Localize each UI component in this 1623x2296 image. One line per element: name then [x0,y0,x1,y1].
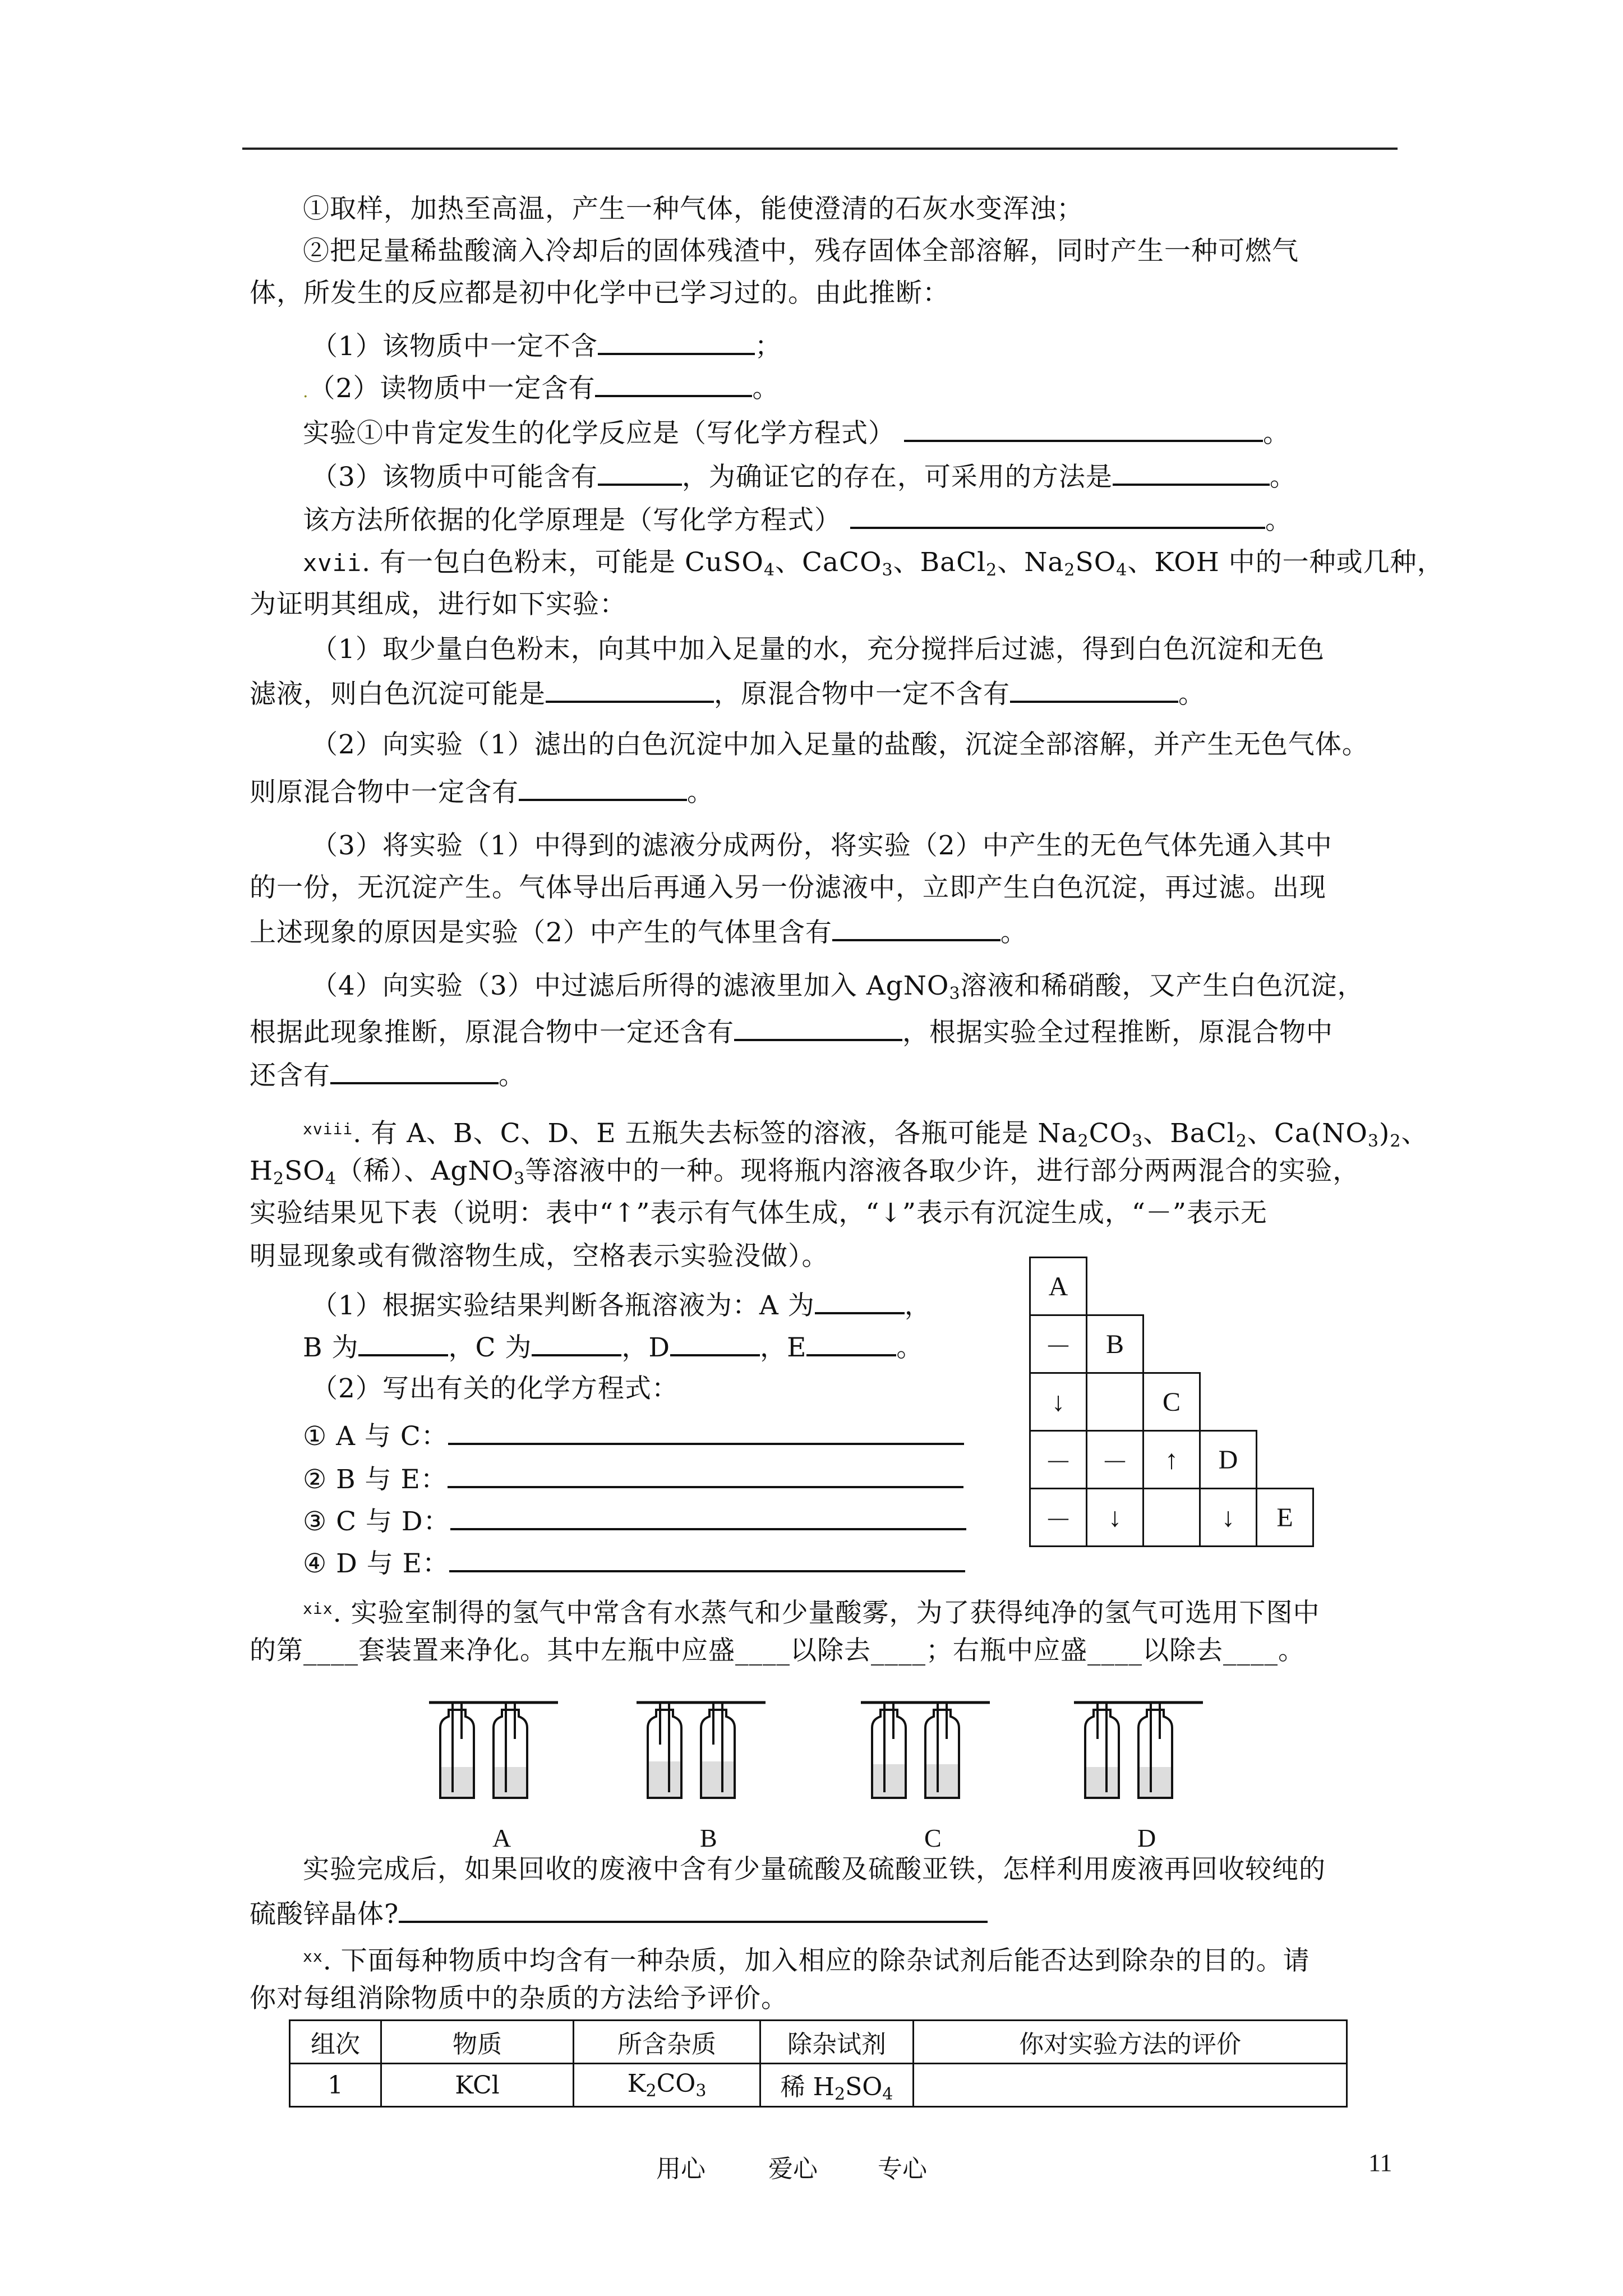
q18-1-line-2: B 为 ，C 为 ，D ，E 。 [303,1329,923,1364]
q18-text: （稀）、AgNO [336,1156,514,1186]
q-label: ② B 与 E： [303,1464,448,1495]
answer-blank[interactable] [815,1287,905,1314]
cell-a-b: － [1029,1314,1087,1374]
answer-blank[interactable] [1010,676,1178,703]
q-label: 滤液，则白色沉淀可能是 [250,679,546,710]
table-header-row [290,2021,1347,2064]
q-label: 还含有 [250,1060,330,1091]
gas-wash-bottles-c [861,1694,990,1801]
table-row [290,2064,1347,2107]
q-label: 根据此现象推断，原混合物中一定还含有 [250,1017,734,1048]
subscript: 2 [1077,1131,1089,1151]
header-rule [242,148,1398,150]
q18-line-4: 明显现象或有微溶物生成，空格表示实验没做）。 [250,1241,829,1272]
q-label: B 为 [303,1332,359,1363]
subscript: 3 [949,984,961,1004]
q19-line-4 [250,1896,988,1930]
q17-1-line-2: 滤液，则白色沉淀可能是 ，原混合物中一定不含有 。 [250,676,1205,710]
equation-1 [303,1418,964,1452]
substance-cell: KCl [381,2064,574,2107]
question-number: xx [303,1947,323,1966]
q19-text: . 实验室制得的氢气中常含有水蒸气和少量酸雾，为了获得纯净的氢气可选用下图中 [333,1598,1320,1628]
answer-blank[interactable] [595,370,752,397]
answer-blank[interactable] [532,1329,621,1356]
subscript: 2 [645,2081,657,2101]
cell-b-c [1086,1372,1144,1432]
q-label: 则原混合物中一定含有 [250,777,519,808]
text-line-1: ①取样，加热至高温，产生一种气体，能使澄清的石灰水变浑浊； [303,194,1083,224]
q17-4-line-2 [250,1014,1333,1048]
q17-3-line-3: 上述现象的原因是实验（2）中产生的气体里含有 。 [250,914,1027,949]
q20-text: . 下面每种物质中均含有一种杂质，加入相应的除杂试剂后能否达到除杂的目的。请 [322,1945,1310,1976]
subscript: 3 [882,560,893,580]
q19-line-3: 实验完成后，如果回收的废液中含有少量硫酸及硫酸亚铁，怎样利用废液再回收较纯的 [303,1854,1326,1885]
q-label: ④ D 与 E： [303,1548,449,1579]
subscript: 2 [986,560,998,580]
q17-text: 、BaCl [893,547,986,578]
cell-b: B [1086,1314,1144,1374]
apparatus-label-a: A [492,1824,511,1852]
cell-d: D [1199,1430,1257,1489]
answer-blank[interactable] [1113,459,1270,486]
formula-part: 稀 H [780,2072,834,2101]
cell-c-e [1142,1488,1201,1547]
subscript: 4 [882,2084,893,2104]
footer-right: 专心 [878,2155,927,2183]
answer-blank[interactable] [399,1896,988,1923]
formula-part: K [627,2069,646,2098]
q18-text: 、 [1401,1118,1428,1149]
answer-blank[interactable] [904,415,1263,442]
apparatus-label-c: C [924,1824,942,1852]
q18-text: 、BaCl [1143,1118,1236,1149]
subscript: 2 [1235,1131,1247,1151]
footer-left: 用心 [656,2155,706,2183]
cell-a-e: － [1029,1488,1087,1547]
q20-line-2: 你对每组消除物质中的杂质的方法给予评价。 [250,1983,788,2014]
cell-c-d: ↑ [1142,1430,1201,1489]
q-label: （3）该物质中可能含有 [311,462,598,493]
text-line-2: ②把足量稀盐酸滴入冷却后的固体残渣中，残存固体全部溶解，同时产生一种可燃气 [303,236,1299,266]
q17-1-line-1: （1）取少量白色粉末，向其中加入足量的水，充分搅拌后过滤，得到白色沉淀和无色 [311,634,1325,665]
q-label: ，根据实验全过程推断，原混合物中 [902,1017,1333,1048]
q-label: ，D [621,1332,671,1363]
q18-1-line-1: （1）根据实验结果判断各瓶溶液为：A 为 ， [311,1287,932,1322]
answer-blank[interactable] [450,1503,966,1530]
q17-text: . 有一包白色粉末，可能是 CuSO [362,547,764,578]
question-number: xvii [303,549,362,577]
q17-text: 、KOH 中的一种或几种， [1127,547,1444,578]
q-line-4: （3）该物质中可能含有 ，为确证它的存在，可采用的方法是 。 [311,459,1297,493]
answer-blank[interactable] [449,1545,965,1572]
q-label: 上述现象的原因是实验（2）中产生的气体里含有 [250,917,832,948]
equation-4 [303,1545,965,1580]
subscript: 3 [1132,1131,1144,1151]
answer-blank[interactable] [832,914,1000,941]
q19-line-1 [303,1593,1320,1629]
header-cell: 物质 [381,2021,574,2064]
apparatus-label-d: D [1137,1824,1156,1852]
impurity-evaluation-table [289,2019,1348,2108]
q17-3-line-2: 的一份，无沉淀产生。气体导出后再通入另一份滤液中，立即产生白色沉淀，再过滤。出现 [250,872,1326,903]
formula-part: SO [845,2072,883,2101]
q-label: （4）向实验（3）中过滤后所得的滤液里加入 AgNO [311,970,949,1001]
q18-text: H [250,1156,273,1186]
q18-line-3: 实验结果见下表（说明：表中“↑”表示有气体生成，“↓”表示有沉淀生成，“－”表示无 [250,1198,1267,1228]
q18-text: CO [1089,1118,1132,1149]
q-label: ① A 与 C： [303,1421,448,1452]
answer-blank[interactable] [734,1014,902,1041]
q17-line-2: 为证明其组成，进行如下实验： [250,589,626,620]
answer-blank[interactable] [598,328,755,355]
q-label: （1）该物质中一定不含 [311,331,598,362]
q18-text: ) [1379,1118,1390,1149]
header-cell: 组次 [290,2021,381,2064]
q18-text: SO [284,1156,325,1186]
subscript: 2 [1390,1131,1401,1151]
q20-line-1 [303,1941,1310,1977]
formula-part: CO [656,2069,696,2098]
answer-blank[interactable] [670,1329,760,1356]
gas-wash-bottles-d [1074,1694,1203,1801]
equation-2 [303,1461,963,1496]
q17-text: 、Na [997,547,1064,578]
q18-text: . 有 A、B、C、D、E 五瓶失去标签的溶液，各瓶可能是 Na [353,1118,1078,1149]
q-line-1: （1）该物质中一定不含 ； [311,328,782,362]
cell-b-e: ↓ [1086,1488,1144,1547]
q-label: ，为确证它的存在，可采用的方法是 [681,462,1113,493]
answer-blank[interactable] [850,502,1265,529]
q17-text: 、CaCO [775,547,882,578]
q17-3-line-1: （3）将实验（1）中得到的滤液分成两份，将实验（2）中产生的无色气体先通入其中 [311,830,1332,861]
q17-4-line-1 [311,970,1364,1010]
subscript: 2 [273,1169,285,1189]
q-label: 该方法所依据的化学原理是（写化学方程式） [303,505,841,536]
answer-blank[interactable] [546,676,714,703]
answer-blank[interactable] [806,1329,896,1356]
answer-blank[interactable] [358,1329,448,1356]
gas-wash-bottles-b [637,1694,766,1801]
q-label: ③ C 与 D： [303,1506,450,1537]
subscript: 2 [834,2084,846,2104]
text-line-3: 体，所发生的反应都是初中化学中已学习过的。由此推断： [250,278,949,309]
q18-line-2 [250,1156,1359,1195]
answer-blank[interactable] [598,459,682,486]
header-cell: 除杂试剂 [760,2021,914,2064]
cell-b-d: － [1086,1430,1144,1489]
q-line-3: 实验①中肯定发生的化学反应是（写化学方程式） 。 [303,415,1290,449]
q17-2-line-2: 则原混合物中一定含有 。 [250,774,714,808]
q-label: （2）读物质中一定含有 [308,373,596,404]
q18-2-line: （2）写出有关的化学方程式： [311,1373,679,1404]
q-label: ，C 为 [448,1332,532,1363]
q17-text: SO [1075,547,1117,578]
q-line-5: 该方法所依据的化学原理是（写化学方程式） 。 [303,502,1292,536]
cell-a-c: ↓ [1029,1372,1087,1432]
answer-blank[interactable] [448,1461,963,1488]
q-label: ，E [760,1332,807,1363]
page-number: 11 [1368,2149,1393,2177]
footer-mid: 爱心 [768,2155,818,2183]
subscript: 3 [514,1169,525,1189]
question-number: xviii [303,1120,353,1138]
q18-text: 等溶液中的一种。现将瓶内溶液各取少许，进行部分两两混合的实验， [525,1156,1360,1186]
question-number: xix [303,1599,333,1618]
answer-blank[interactable] [330,1057,499,1084]
subscript: 4 [1116,560,1128,580]
subscript: 4 [763,560,776,580]
q19-line-2: 的第____套装置来净化。其中左瓶中应盛____以除去____；右瓶中应盛____以除去____。 [250,1635,1305,1666]
cell-a: A [1029,1257,1087,1316]
apparatus-label-b: B [700,1824,717,1852]
q-label: 溶液和稀硝酸，又产生白色沉淀， [960,970,1364,1001]
q-label: 实验①中肯定发生的化学反应是（写化学方程式） [303,418,895,449]
evaluation-cell[interactable] [914,2064,1347,2107]
subscript: 2 [1064,560,1076,580]
reagent-cell [760,2064,914,2107]
gas-wash-bottles-a [429,1694,558,1801]
subscript: 4 [325,1169,336,1189]
q-label: ，原混合物中一定不含有 [714,679,1010,710]
q17-line-1 [303,547,1444,586]
equation-3 [303,1503,966,1538]
q17-4-line-3: 还含有 。 [250,1057,525,1092]
group-cell: 1 [290,2064,381,2107]
subscript: 3 [1367,1131,1379,1151]
q18-text: 、Ca(NO [1247,1118,1368,1149]
answer-blank[interactable] [448,1418,964,1445]
header-cell: 所含杂质 [574,2021,760,2064]
q-label: 硫酸锌晶体? [250,1899,399,1930]
q-line-2: .（2）读物质中一定含有 。 [303,370,779,408]
q-label: （1）根据实验结果判断各瓶溶液为：A 为 [311,1290,815,1321]
q17-2-line-1: （2）向实验（1）滤出的白色沉淀中加入足量的盐酸，沉淀全部溶解，并产生无色气体。 [311,729,1369,760]
answer-blank[interactable] [519,774,687,801]
cell-c: C [1142,1372,1201,1432]
impurity-cell [574,2064,760,2107]
cell-e: E [1256,1488,1314,1547]
q18-line-1 [303,1114,1428,1157]
header-cell: 你对实验方法的评价 [914,2021,1347,2064]
cell-a-d: － [1029,1430,1087,1489]
cell-d-e: ↓ [1199,1488,1257,1547]
subscript: 3 [695,2081,707,2101]
